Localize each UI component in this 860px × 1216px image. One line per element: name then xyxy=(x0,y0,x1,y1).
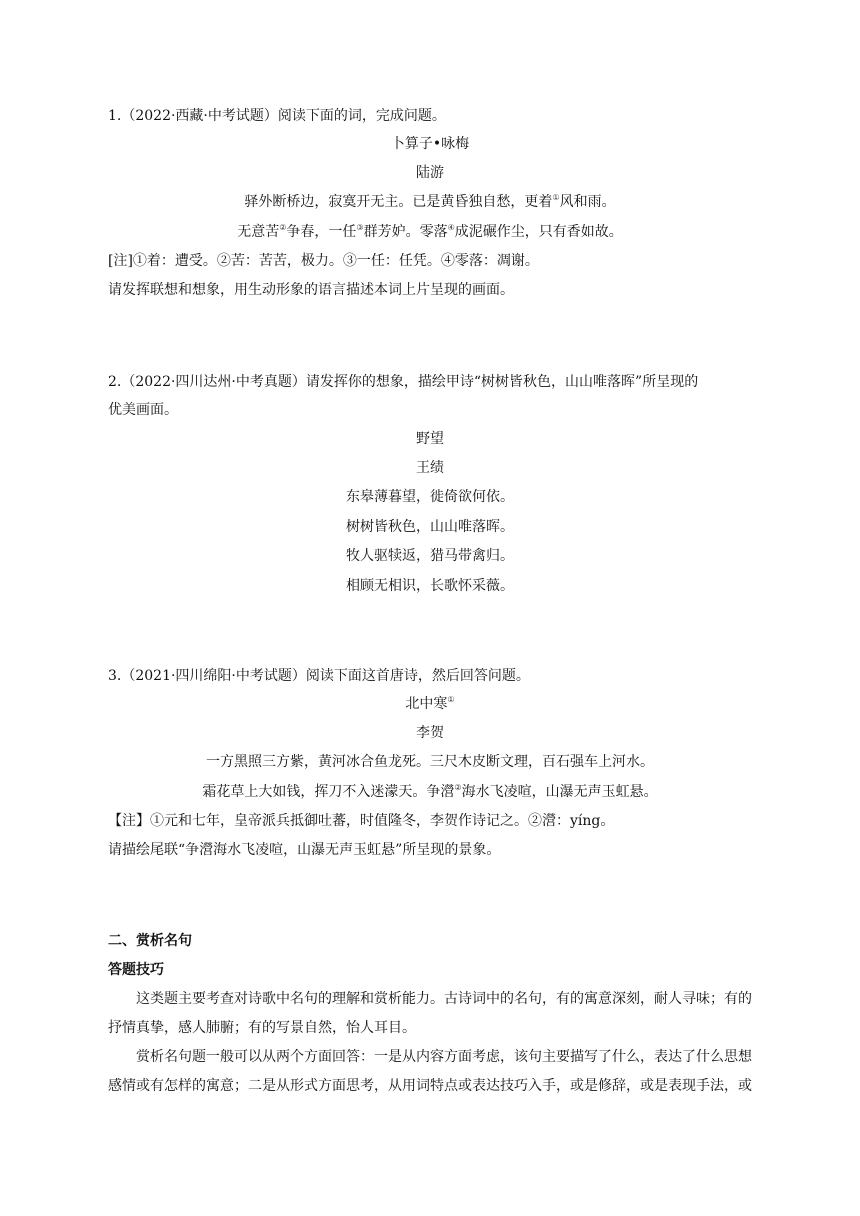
q3-verse-2 xyxy=(0,782,860,802)
q1-verse-2-text-c: 群芳妒。零落 xyxy=(363,224,448,240)
q3-question: 请描绘尾联“争瀯海水飞凌喧，山瀑无声玉虹悬”所呈现的景象。 xyxy=(108,842,501,858)
q1-poem-author: 陆游 xyxy=(416,165,444,181)
q2-poem-title: 野望 xyxy=(416,431,444,447)
footnote-mark: ④ xyxy=(447,223,455,232)
q1-verse-2-text-a: 无意苦 xyxy=(237,224,280,240)
paragraph-1-line-2: 抒情真挚，感人肺腑；有的写景自然，怡人耳目。 xyxy=(108,1020,416,1036)
q1-verse-2-text-b: 争春，一任 xyxy=(286,224,357,240)
q1-poem-title: 卜算子•咏梅 xyxy=(390,136,470,152)
q3-poem-author: 李贺 xyxy=(416,725,444,741)
q1-prompt: 1.（2022·西藏·中考试题）阅读下面的词，完成问题。 xyxy=(108,108,446,124)
footnote-mark: ③ xyxy=(356,223,364,232)
q2-poem-author: 王绩 xyxy=(416,460,444,476)
q1-verse-2-text-d: 成泥碾作尘，只有香如故。 xyxy=(454,224,623,240)
footnote-mark: ① xyxy=(552,193,560,202)
q3-verse-2-text-b: 海水飞凌喧，山瀑无声玉虹悬。 xyxy=(461,784,658,800)
q1-note: [注]①着：遭受。②苦：苦苦，极力。③一任：任凭。④零落：凋谢。 xyxy=(108,253,539,269)
q2-verse-1: 东皋薄暮望，徙倚欲何依。 xyxy=(346,489,514,505)
q1-verse-1 xyxy=(0,192,860,212)
paragraph-2-line-2: 感情或有怎样的寓意；二是从形式方面思考，从用词特点或表达技巧入手，或是修辞，或是表现手法，或 xyxy=(108,1078,752,1094)
q3-poem-title xyxy=(0,694,860,714)
q2-prompt-line-1: 2.（2022·四川达州·中考真题）请发挥你的想象，描绘甲诗“树树皆秋色，山山唯落晖”所呈现的 xyxy=(108,374,699,390)
q3-note: 【注】①元和七年，皇帝派兵抵御吐蕃，时值隆冬，李贺作诗记之。②瀯：yíng。 xyxy=(108,813,615,829)
q1-question: 请发挥联想和想象，用生动形象的语言描述本词上片呈现的画面。 xyxy=(108,282,514,298)
section-subheading: 答题技巧 xyxy=(108,962,164,978)
q2-verse-3: 牧人驱犊返，猎马带禽归。 xyxy=(346,548,514,564)
q1-verse-2 xyxy=(0,222,860,242)
footnote-mark: ② xyxy=(454,783,462,792)
paragraph-1-line-1: 这类题主要考查对诗歌中名句的理解和赏析能力。古诗词中的名句，有的寓意深刻，耐人寻味；有的 xyxy=(136,991,752,1007)
q3-poem-title-text: 北中寒 xyxy=(405,696,448,712)
q3-verse-2-text-a: 霜花草上大如钱，挥刀不入迷濛天。争瀯 xyxy=(202,784,455,800)
q2-verse-4: 相顾无相识，长歌怀采薇。 xyxy=(346,578,514,594)
section-heading: 二、赏析名句 xyxy=(108,933,192,949)
q2-prompt-line-2: 优美画面。 xyxy=(108,402,178,418)
footnote-mark: ① xyxy=(447,695,455,704)
paragraph-2-line-1: 赏析名句题一般可以从两个方面回答：一是从内容方面考虑，该句主要描写了什么，表达了什么思想 xyxy=(136,1049,752,1065)
q3-prompt: 3.（2021·四川绵阳·中考试题）阅读下面这首唐诗，然后回答问题。 xyxy=(108,668,530,684)
q2-verse-2: 树树皆秋色，山山唯落晖。 xyxy=(346,519,514,535)
q1-verse-1-text-b: 风和雨。 xyxy=(559,194,616,210)
footnote-mark: ② xyxy=(279,223,287,232)
q1-verse-1-text-a: 驿外断桥边，寂寞开无主。已是黄昏独自愁，更着 xyxy=(244,194,553,210)
q3-verse-1: 一方黑照三方紫，黄河冰合鱼龙死。三尺木皮断文理，百石强车上河水。 xyxy=(206,754,654,770)
